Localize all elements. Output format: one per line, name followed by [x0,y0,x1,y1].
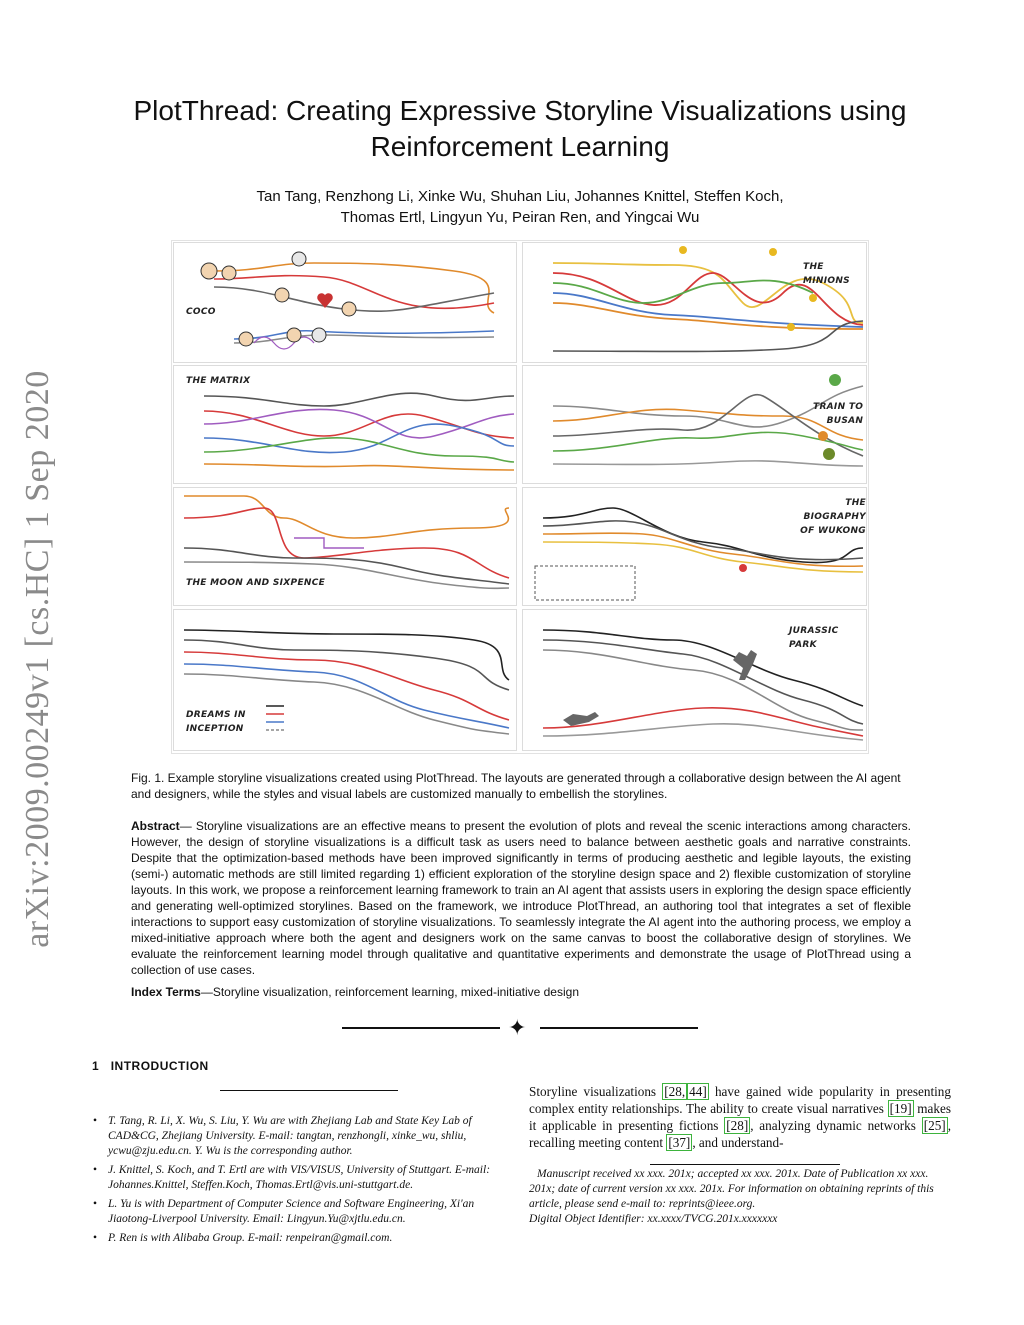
intro-paragraph [529,1083,951,1151]
divider-line-right [540,1027,698,1029]
panel-title: THE BIOGRAPHY OF WUKONG [800,498,866,536]
manuscript-note [529,1167,951,1227]
storyline-coco [174,243,516,362]
panel-title: THE MINIONS [803,262,850,286]
arxiv-sidebar [8,360,68,960]
manuscript-rule [650,1164,840,1165]
paper-title: PlotThread: Creating Expressive Storyline Visualizations using Reinforcement Learning [133,95,907,162]
footnote-item: • T. Tang, R. Li, X. Wu, S. Liu, Y. Wu are with Zhejiang Lab and State Key Lab of CAD&CG, Zhejiang University. E-mail: tangtan, renzhongli, xinke_wu, shliu, ycwu@zju.edu.cn. Y. Wu is the corresponding author. [92,1114,512,1159]
footnote-item: • P. Ren is with Alibaba Group. E-mail: renpeiran@gmail.com. [92,1231,512,1246]
arxiv-identifier: arXiv:2009.00249v1 [cs.HC] 1 Sep 2020 [19,370,56,948]
body-text: have gained wide popularity in presenting complex entity relationships. The ability to create visual narratives [529,1084,951,1116]
abstract-text: — Storyline visualizations are an effective means to present the evolution of plots and reveal the scenic interactions among characters. However, the design of storyline visualizations is a difficult task as users need to balance between aesthetic goals and narrative constraints. Despite that the optimization-based methods have been improved significantly in terms of producing aesthetic and legible layouts, the existing (semi-) automatic methods are still limited regarding 1) efficient exploration of the storyline design space and 2) flexible customization of storyline layouts. In this work, we propose a reinforcement learning framework to train an AI agent that assists users in exploring the design space efficiently and generating well-optimized storylines. Based on the framework, we introduce PlotThread, an authoring tool that integrates a set of flexible interactions to support easy customization of storyline visualizations. To seamlessly integrate the AI agent into the authoring process, we employ a mixed-initiative approach where both the agent and designers work on the same canvas to boost the collaborative design of storylines. We evaluate the reinforcement learning model through qualitative and quantitative experiments and demonstrate the usage of PlotThread using a collection of use cases. [131,819,911,977]
footnote-item: • J. Knittel, S. Koch, and T. Ertl are with VIS/VISUS, University of Stuttgart. E-mail: Johannes.Knittel, Steffen.Koch, Thomas.Ertl@vis.uni-stuttgart.de. [92,1163,512,1193]
abstract-heading: Abstract [131,819,180,833]
panel-dreams-in-inception [173,609,517,751]
section-number: 1 [92,1059,100,1073]
authors-line-2: Thomas Ertl, Lingyun Yu, Peiran Ren, and Yingcai Wu [340,209,700,226]
body-text: , and understand- [692,1135,784,1150]
panel-title: THE MOON AND SIXPENCE [186,578,326,588]
divider-star-icon: ✦ [508,1015,527,1040]
citation-link[interactable]: [28] [726,1118,749,1133]
panel-title: JURASSIC PARK [789,626,839,650]
panel-jurassic-park [522,609,867,751]
divider-line-left [342,1027,500,1029]
citation-link[interactable]: [37] [668,1135,691,1150]
panel-coco [173,242,517,363]
panel-train-to-busan [522,365,867,484]
author-affiliations [92,1114,512,1250]
panel-title: TRAIN TO BUSAN [813,402,864,426]
citation-link[interactable]: [19] [889,1101,912,1116]
footnote-item: • L. Yu is with Department of Computer Science and Software Engineering, Xi'an Jiaotong-Liverpool University. Email: Lingyun.Yu@xjtlu.edu.cn. [92,1197,512,1227]
section-heading [92,1059,209,1073]
panel-title: DREAMS IN INCEPTION [186,710,246,734]
panel-title: COCO [186,307,216,317]
figure-caption: Fig. 1. Example storyline visualizations created using PlotThread. The layouts are generated through a collaborative design between the AI agent and designers, while the styles and visual labels are customized manually to embellish the storylines. [131,771,901,801]
panel-moon-and-sixpence [173,487,517,606]
footnote-rule [220,1090,398,1091]
section-title: INTRODUCTION [110,1059,209,1073]
abstract [131,818,911,978]
panel-minions [522,242,867,363]
index-terms-heading: Index Terms [131,985,201,999]
citation-link[interactable]: [25] [923,1118,946,1133]
panel-biography-of-wukong [522,487,867,606]
body-text: makes it applicable in presenting fictions [529,1101,951,1133]
figure-storyline-gallery [171,240,869,754]
author-list [140,186,900,228]
panel-title: THE MATRIX [186,376,251,386]
citation-link[interactable]: [28, [664,1084,686,1099]
manuscript-dates: Manuscript received xx xxx. 201x; accepted xx xxx. 201x. Date of Publication xx xxx. 201x; date of current version xx xxx. 201x. For information on obtaining reprints of this article, please send e-mail to: reprints@ieee.org. [529,1168,934,1210]
body-text: , recalling meeting content [529,1118,951,1150]
manuscript-doi: Digital Object Identifier: xx.xxxx/TVCG.201x.xxxxxxx [529,1213,778,1225]
index-terms-text: —Storyline visualization, reinforcement learning, mixed-initiative design [200,985,579,999]
authors-line-1: Tan Tang, Renzhong Li, Xinke Wu, Shuhan Liu, Johannes Knittel, Steffen Koch, [256,188,784,205]
body-text: Storyline visualizations [529,1084,663,1099]
section-divider [342,1015,698,1040]
citation-link[interactable]: 44] [689,1084,707,1099]
index-terms [131,984,911,1000]
panel-matrix [173,365,517,484]
body-text: , analyzing dynamic networks [750,1118,922,1133]
